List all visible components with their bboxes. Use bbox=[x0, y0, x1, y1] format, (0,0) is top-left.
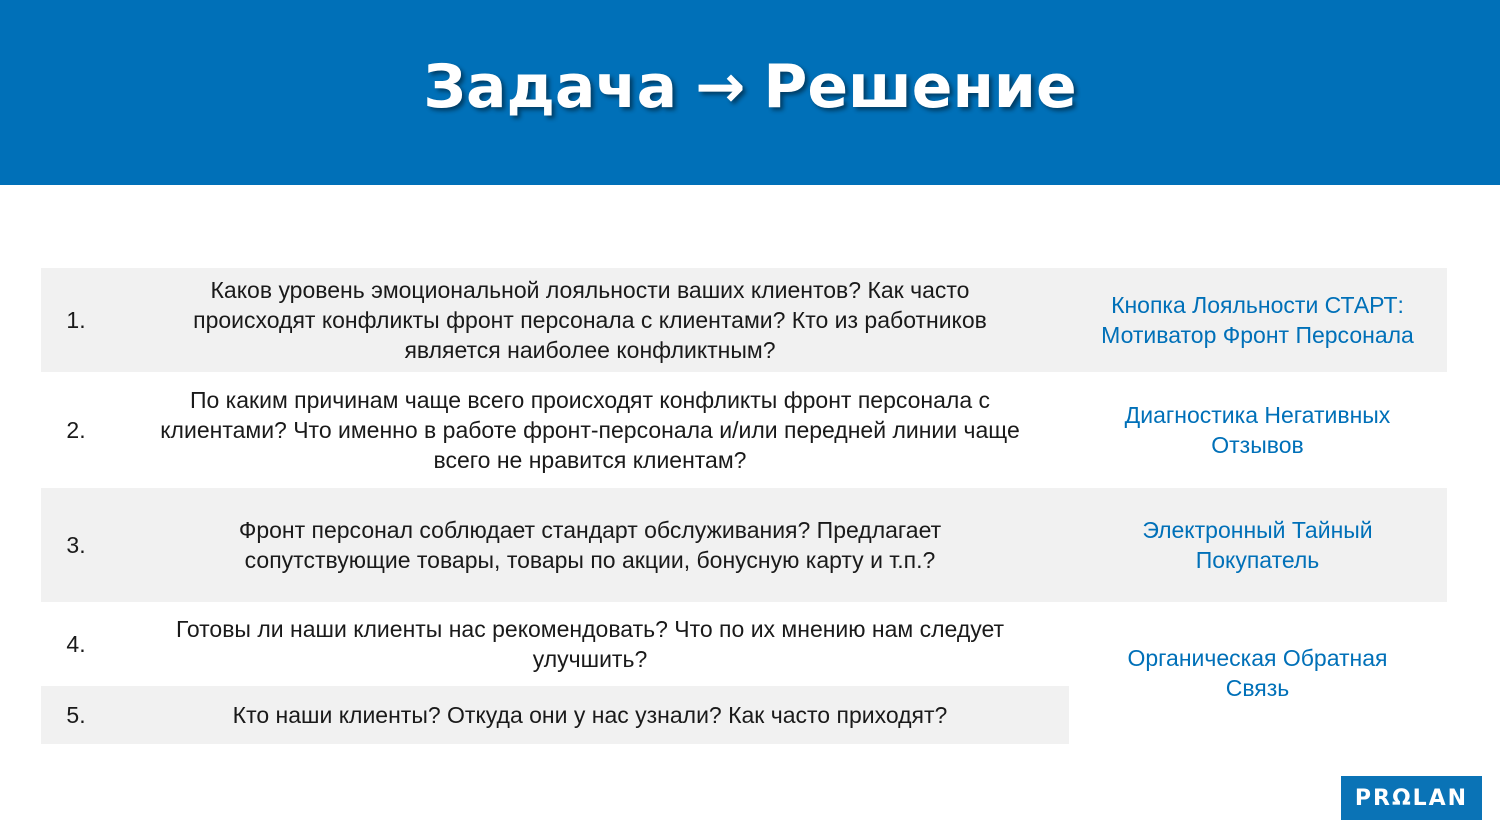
row-4-number: 4. bbox=[66, 630, 86, 657]
solution-loyalty-button: Кнопка Лояльности СТАРТ: Мотиватор Фронт Персонала bbox=[1101, 292, 1414, 348]
row-2-question-text: По каким причинам чаще всего происходят конфликты фронт персонала с клиентами? Что именно в работе фронт-персонала и/или передней линии чаще всего не нравится клиентам? bbox=[160, 387, 1020, 473]
solution-organic-feedback: Органическая Обратная Связь bbox=[1127, 645, 1388, 701]
page-title bbox=[0, 0, 1500, 185]
solution-negative-reviews: Диагностика Негативных Отзывов bbox=[1124, 402, 1391, 458]
row-4-question-text: Готовы ли наши клиенты нас рекомендовать? Что по их мнению нам следует улучшить? bbox=[175, 616, 1005, 672]
prolan-logo: PRΩLAN bbox=[1341, 776, 1482, 820]
title-task: Задача bbox=[423, 51, 678, 122]
row-2-number: 2. bbox=[66, 416, 86, 443]
row-3-question bbox=[120, 488, 1060, 602]
row-5-number: 5. bbox=[66, 701, 86, 728]
row-1-question-text: Каков уровень эмоциональной лояльности ваших клиентов? Как часто происходят конфликты фронт персонала с клиентами? Кто из работников является наиболее конфликтным? bbox=[193, 277, 987, 363]
row-1-number: 1. bbox=[66, 306, 86, 333]
row-1-question bbox=[120, 268, 1060, 372]
arrow-right-icon: → bbox=[695, 51, 746, 122]
row-5-question-text: Кто наши клиенты? Откуда они у нас узнали? Как часто приходят? bbox=[232, 702, 948, 728]
title-solution: Решение bbox=[763, 51, 1077, 122]
solution-mystery-shopper: Электронный Тайный Покупатель bbox=[1142, 517, 1373, 573]
row-3-question-text: Фронт персонал соблюдает стандарт обслуживания? Предлагает сопутствующие товары, товары по акции, бонусную карту и т.п.? bbox=[238, 517, 942, 573]
row-5-question bbox=[120, 686, 1060, 744]
row-4-question bbox=[120, 602, 1060, 686]
row-2-question bbox=[120, 372, 1060, 488]
row-3-number: 3. bbox=[66, 531, 86, 558]
